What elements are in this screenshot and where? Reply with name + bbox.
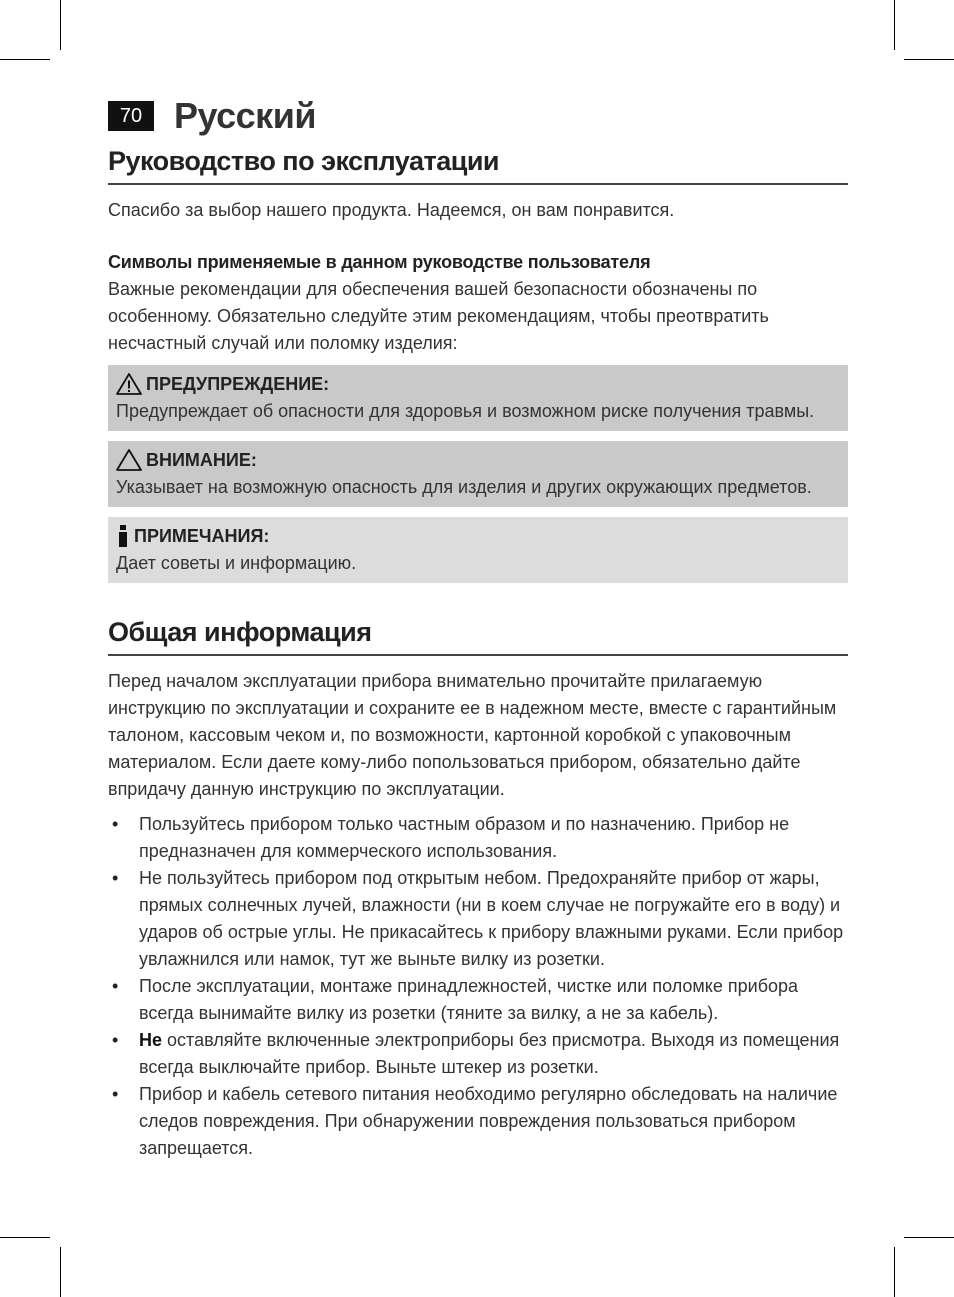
list-item: • После эксплуатации, монтаже принадлежностей, чистке или поломке прибора всегда вынимайте вилку из розетки (тяните за вилку, а не за кабель). [108,973,848,1027]
symbols-text: Важные рекомендации для обеспечения вашей безопасности обозначены по особенному. Обязательно следуйте этим рекомендациям, чтобы преотвратить несчастный случай или поломку изделия: [108,279,769,353]
info-icon [116,524,130,548]
crop-mark [60,1247,61,1297]
crop-mark [0,59,50,60]
caution-text: Указывает на возможную опасность для изделия и других окружающих предметов. [116,477,812,497]
list-item [108,1027,848,1081]
intro-text: Спасибо за выбор нашего продукта. Надеемся, он вам понравится. [108,200,675,220]
manual-heading: Руководство по эксплуатации [108,146,848,185]
page-content [108,146,848,1162]
general-section [108,617,848,1162]
crop-mark [0,1237,50,1238]
warning-triangle-icon [116,373,142,395]
warning-text: Предупреждает об опасности для здоровья и возможном риске получения травмы. [116,401,815,421]
crop-mark [894,0,895,50]
warning-title: ПРЕДУПРЕЖДЕНИЕ: [146,374,330,394]
list-item: • Прибор и кабель сетевого питания необходимо регулярно обследовать на наличие следов повреждения. При обнаружении повреждения пользоваться прибором запрещается. [108,1081,848,1162]
crop-mark [894,1247,895,1297]
note-box [108,517,848,583]
crop-mark [904,1237,954,1238]
general-heading: Общая информация [108,617,848,656]
list-item-emphasis: Не [139,1030,163,1050]
list-item: • Пользуйтесь прибором только частным образом и по назначению. Прибор не предназначен для коммерческого использования. [108,811,848,865]
symbols-heading: Символы применяемые в данном руководстве пользователя [108,252,651,272]
caution-title: ВНИМАНИЕ: [146,450,257,470]
general-text: Перед началом эксплуатации прибора внимательно прочитайте прилагаемую инструкцию по эксплуатации и сохраните ее в надежном месте, вместе с гарантийным талоном, кассовым чеком и, по возможности, картонной коробкой с упаковочным материалом. Если даете кому-либо попользоваться прибором, обязательно дайте впридачу данную инструкцию по эксплуатации. [108,671,837,799]
caution-box [108,441,848,507]
crop-mark [60,0,61,50]
page-header [108,95,316,137]
caution-triangle-icon [116,449,142,471]
warning-box [108,365,848,431]
page-number: 70 [108,101,154,131]
list-item-text: оставляйте включенные электроприборы без присмотра. Выходя из помещения всегда выключайте прибор. Выньте штекер из розетки. [139,1030,840,1077]
list-item: • Не пользуйтесь прибором под открытым небом. Предохраняйте прибор от жары, прямых солнечных лучей, влажности (ни в коем случае не погружайте его в воду) и ударов об острые углы. Не прикасайтесь к прибору влажными руками. Если прибор увлажнился или намок, тут же выньте вилку из розетки. [108,865,848,973]
crop-mark [904,59,954,60]
note-text: Дает советы и информацию. [116,553,357,573]
safety-list [108,811,848,1162]
note-title: ПРИМЕЧАНИЯ: [134,526,270,546]
language-title: Русский [174,95,316,136]
